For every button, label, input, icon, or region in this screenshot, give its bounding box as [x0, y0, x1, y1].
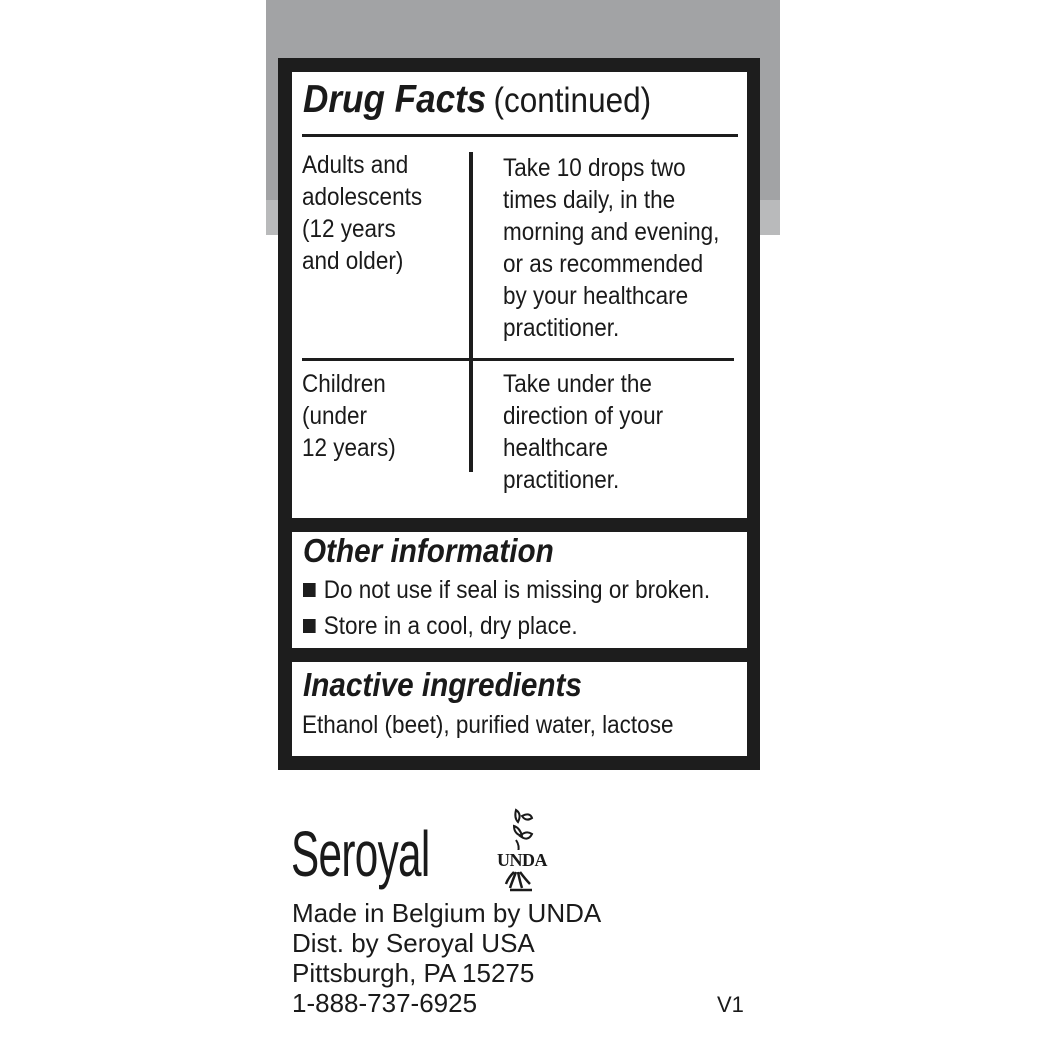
drug-facts-title: [303, 78, 651, 122]
row-1-who: and older): [302, 247, 404, 275]
address-line: Dist. by Seroyal USA: [292, 928, 535, 958]
header-rule: [302, 134, 738, 137]
row-1-directions: morning and evening,: [503, 218, 720, 246]
row-2-who: (under: [302, 402, 368, 430]
row-1-directions: by your healthcare: [503, 282, 689, 310]
other-information-heading: Other information: [303, 532, 554, 569]
other-info-item: [303, 574, 710, 606]
row-1-who: Adults and: [302, 151, 409, 179]
row-divider: [302, 358, 734, 361]
row-2-directions: practitioner.: [503, 466, 620, 494]
title-continued: (continued): [493, 81, 652, 120]
other-info-item: [303, 610, 578, 642]
column-divider: [469, 152, 473, 472]
address-line: Made in Belgium by UNDA: [292, 898, 602, 928]
row-2-directions: Take under the: [503, 370, 652, 398]
row-2-directions: healthcare: [503, 434, 609, 462]
row-1-directions: times daily, in the: [503, 186, 676, 214]
seroyal-logo: Seroyal: [291, 818, 430, 890]
square-bullet-icon: [303, 619, 316, 633]
row-1-who: adolescents: [302, 183, 423, 211]
directions-box: [292, 72, 747, 518]
row-2-who: Children: [302, 370, 386, 398]
version-label: V1: [717, 992, 744, 1017]
inactive-ingredients-box: [292, 662, 747, 756]
row-2-who: 12 years): [302, 434, 396, 462]
row-1-directions: practitioner.: [503, 314, 620, 342]
inactive-ingredients-text: Ethanol (beet), purified water, lactose: [302, 711, 674, 739]
address-line: Pittsburgh, PA 15275: [292, 958, 535, 988]
row-2-directions: direction of your: [503, 402, 664, 430]
other-info-item-text: Do not use if seal is missing or broken.: [323, 576, 711, 604]
row-1-directions: or as recommended: [503, 250, 704, 278]
title-bold: Drug Facts: [303, 78, 487, 121]
other-info-item-text: Store in a cool, dry place.: [323, 612, 578, 640]
row-1-who: (12 years: [302, 215, 396, 243]
inactive-ingredients-heading: Inactive ingredients: [303, 666, 582, 703]
phone-number: 1-888-737-6925: [292, 988, 478, 1018]
unda-logo: [494, 806, 554, 896]
unda-wordmark: UNDA: [497, 850, 547, 870]
row-1-directions: Take 10 drops two: [503, 154, 686, 182]
square-bullet-icon: [303, 583, 316, 597]
other-information-box: [292, 532, 747, 648]
